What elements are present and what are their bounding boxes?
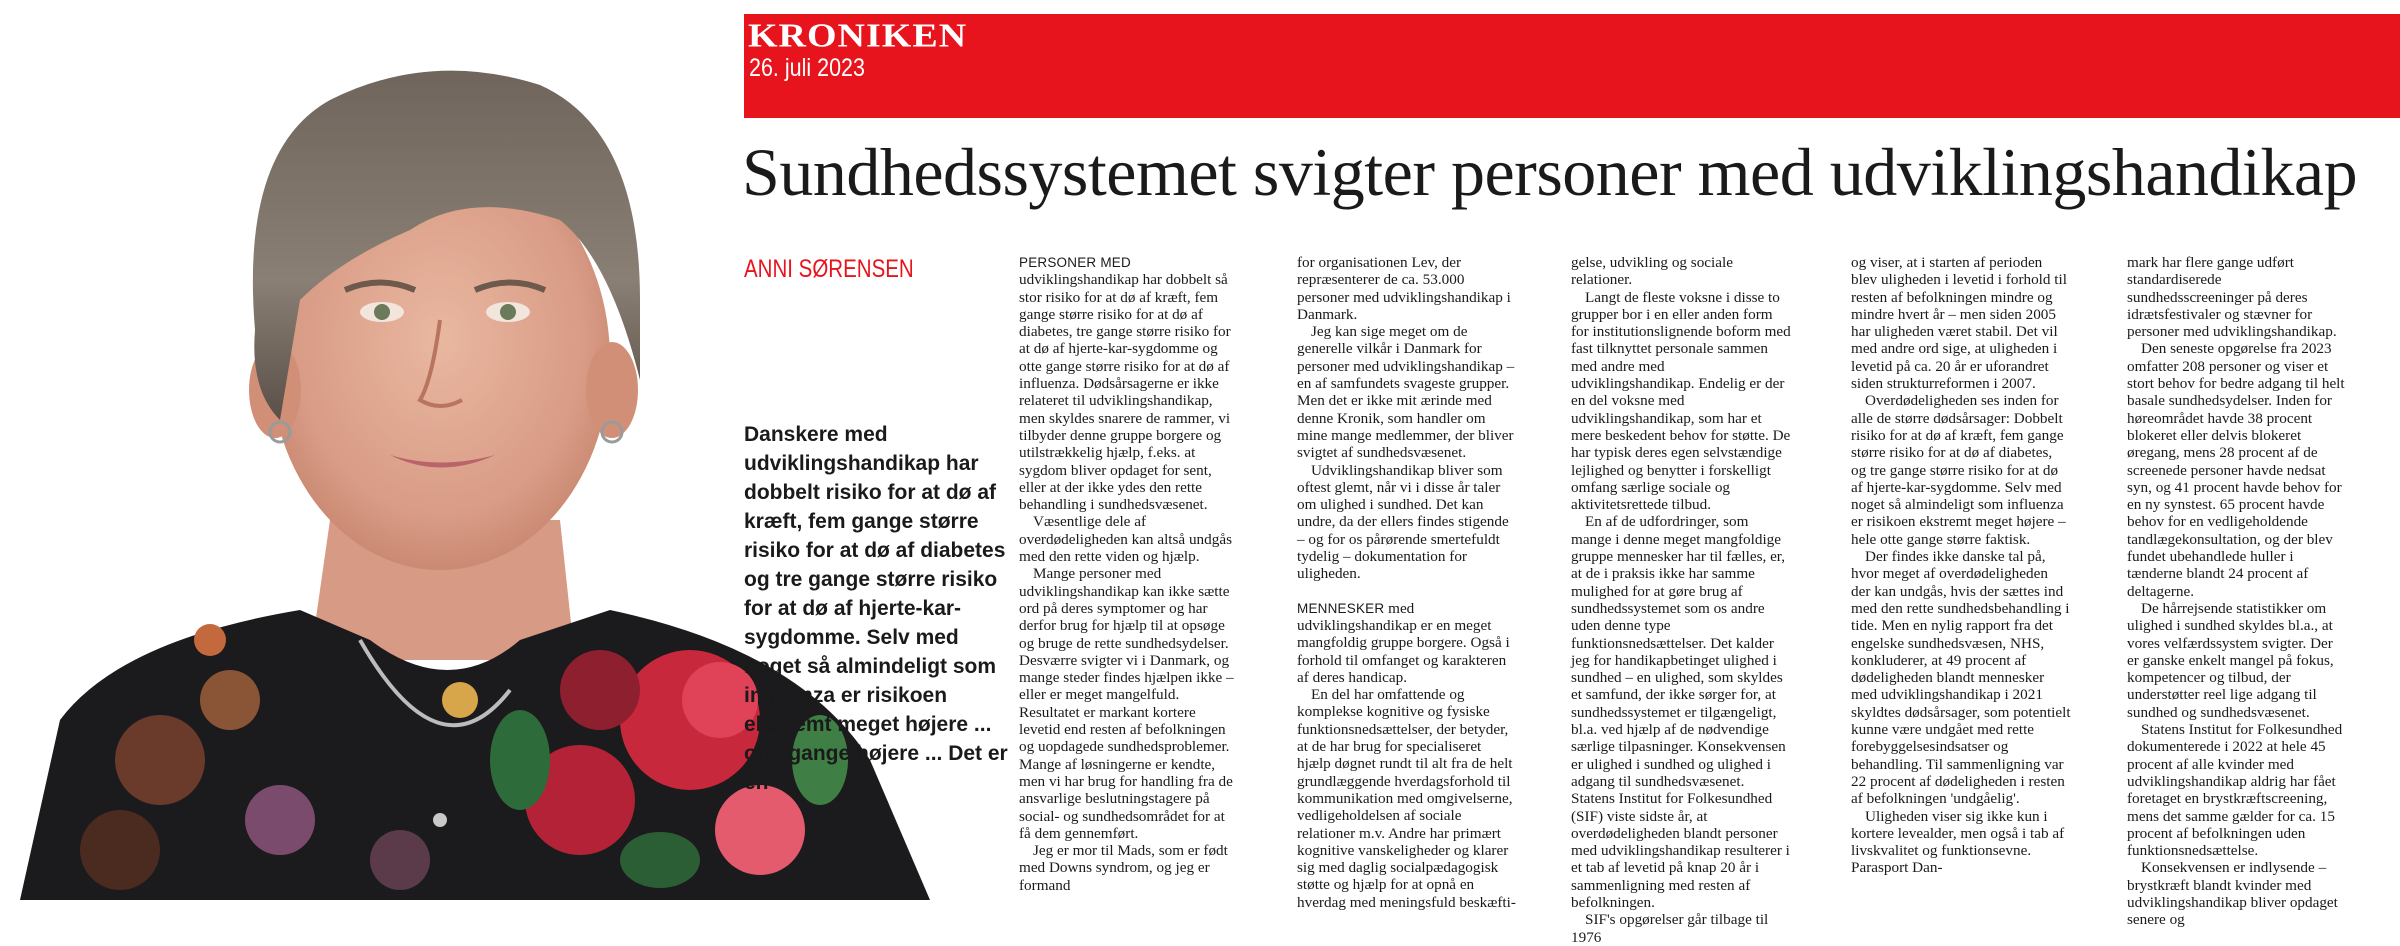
paragraph-text: Uligheden viser sig ikke kun i kortere levealder, men også i tab af livskvalitet og funktionsevne. Parasport Dan- xyxy=(1851,807,2065,877)
article-column-1 xyxy=(1019,254,1239,900)
paragraph-text: Langt de fleste voksne i disse to grupper bor i en eller anden form for institutionslignende boform med fast tilknyttet personale sammen med andre med udviklingshandikap. Endelig er der en del voksne med udviklingshandikap, som har et mere beskedent behov for støtte. De har typisk deres egen selvstændige lejlighed og benytter i forskelligt omfang særlige sociale og aktivitetsrettede tilbud. xyxy=(1571,288,1791,514)
article-column-5 xyxy=(2127,254,2347,929)
article-paragraph xyxy=(1571,513,1791,911)
paragraph-text: udviklingshandikap har dobbelt så stor risiko for at dø af kræft, fem gange større risiko for at dø af diabetes, tre gange større risiko for at dø af hjerte-kar-sygdomme og otte gange større risiko for at dø af influenza. Dødsårsagerne er ikke relateret til udviklingshandikap, men skyldes snarere de rammer, vi tilbyder denne gruppe borgere og utilstrækkelig hjælp, f.eks. at sygdom bliver opdaget for sent, eller at der ikke ydes den rette behandling i sundhedsvæsenet. xyxy=(1019,271,1231,514)
section-label: KRONIKEN xyxy=(748,16,968,55)
paragraph-text: gelse, udvikling og sociale relationer. xyxy=(1571,254,1733,289)
article-paragraph xyxy=(1851,254,2071,392)
paragraph-text: Væsentlige dele af overdødeligheden kan altså undgås med den rette viden og hjælp. xyxy=(1019,513,1232,566)
article-paragraph xyxy=(1019,254,1239,513)
article-paragraph xyxy=(1851,808,2071,877)
article-column-3 xyxy=(1571,254,1791,946)
article-paragraph xyxy=(1297,686,1517,911)
article-paragraph xyxy=(1571,254,1791,289)
article-paragraph xyxy=(2127,340,2347,599)
article-paragraph xyxy=(1019,842,1239,894)
paragraph-text: En af de udfordringer, som mange i denne meget mangfoldige gruppe mennesker har til fælles, er, at de i praksis ikke har samme mulighed for at gøre brug af sundhedssystemet som os andre uden denne type funktionsnedsættelser. Det kalder jeg for handikapbetinget ulighed i sundhed – en ulighed, som skyldes et samfund, der ikke sørger for, at sundhedssystemet er tilgængeligt, bl.a. ved hjælp af de nødvendige særlige tilpasninger. Konsekvensen er ulighed i sundhed og ulighed i adgang til sundhedsvæsenet. Statens Institut for Folkesundhed (SIF) viste sidste år, at overdødeligheden blandt personer med udviklingshandikap resulterer i et tab af levetid på knap 20 år i sammenligning med resten af befolkningen. xyxy=(1571,513,1790,911)
paragraph-caps-lead: PERSONER MED xyxy=(1019,255,1131,270)
article-paragraph xyxy=(1297,462,1517,583)
article-byline: ANNI SØRENSEN xyxy=(744,255,914,283)
paragraph-text: Den seneste opgørelse fra 2023 omfatter 208 personer og viser et stort behov for bedre adgang til helt basale sundhedsydelser. Inden for høreområdet havde 38 procent blokeret eller delvis blokeret øregang, mens 28 procent af de screenede personer havde nedsat syn, og 41 procent havde behov for en ny synstest. 65 procent havde behov for en vedligeholdende tandlægekonsultation, og der blev fundet ubehandlede huller i tænderne blandt 24 procent af deltagerne. xyxy=(2127,340,2345,600)
paragraph-text: Mange personer med udviklingshandikap kan ikke sætte ord på deres symptomer og har derfor brug for hjælp til at opsøge og bruge de rette sundhedsydelser. Desværre svigter vi i Danmark, og mange steder findes hjælpen ikke – eller er meget mangelfuld. Resultatet er markant kortere levetid end resten af befolkningen og uopdagede sundhedsproblemer. Mange af løsningerne er kendte, men vi har brug for handling fra de ansvarlige beslutningstagere på social- og sundhedsområdet for at få dem gennemført. xyxy=(1019,565,1234,842)
article-paragraph xyxy=(1297,600,1517,686)
article-lead: Danskere med udviklingshandikap har dobbelt risiko for at dø af kræft, fem gange større risiko for at dø af diabetes og tre gange større risiko for at dø af hjerte-kar-sygdomme. Selv med noget så almindeligt som influenza er risikoen ekstremt meget højere ... otte gange højere ... Det er en xyxy=(744,423,1008,794)
publication-date: 26. juli 2023 xyxy=(749,54,865,82)
paragraph-caps-lead: MENNESKER xyxy=(1297,600,1385,616)
article-paragraph xyxy=(2127,600,2347,721)
article-column-2 xyxy=(1297,254,1517,911)
paragraph-text: Jeg er mor til Mads, som er født med Downs syndrom, og jeg er formand xyxy=(1019,842,1228,894)
article-body xyxy=(1019,254,2399,946)
article-paragraph xyxy=(1851,392,2071,548)
paragraph-text: SIF's opgørelser går tilbage til 1976 xyxy=(1571,911,1769,946)
paragraph-text: De hårrejsende statistikker om ulighed i sundhed skyldes bl.a., at vores velfærdssystem svigter. Der er ganske enkelt mangel på fokus, kompetencer og tilbud, der understøtter reel lige adgang til sundhed og sundhedsvæsenet. xyxy=(2127,599,2334,721)
article-paragraph xyxy=(1851,548,2071,807)
article-column-4 xyxy=(1851,254,2071,900)
paragraph-text: mark har flere gange udført standardiserede sundhedsscreeninger på deres idrætsfestivaler og stævner for personer med udviklingshandikap. xyxy=(2127,254,2337,341)
paragraph-text: Jeg kan sige meget om de generelle vilkår i Danmark for personer med udviklingshandikap – en af samfundets svageste grupper. Men det er ikke mit ærinde med denne Kronik, som handler om mine mange medlemmer, der bliver svigtet af sundhedsvæsenet. xyxy=(1297,323,1515,462)
paragraph-text: Konsekvensen er indlysende – brystkræft blandt kvinder med udviklingshandikap bliver opdaget senere og xyxy=(2127,859,2338,929)
article-paragraph xyxy=(1019,513,1239,565)
article-paragraph xyxy=(1297,323,1517,461)
article-paragraph xyxy=(2127,859,2347,928)
paragraph-text: Statens Institut for Folkesundhed dokumenterede i 2022 at hele 45 procent af alle kvinder med udviklingshandikap aldrig har fået foretaget en brystkræftscreening, mens det samme gælder for ca. 15 procent af befolkningen uden funktionsnedsættelse. xyxy=(2127,721,2343,860)
paragraph-text: Overdødeligheden ses inden for alle de større dødsårsager: Dobbelt risiko for at dø af kræft, fem gange større risiko for at dø af diabetes, og tre gange større risiko for at dø af hjerte-kar-sygdomme. Selv med noget så almindeligt som influenza er risikoen ekstremt meget højere – hele otte gange større faktisk. xyxy=(1851,392,2066,548)
paragraph-text: og viser, at i starten af perioden blev uligheden i levetid i forhold til resten af befolkningen mindre og mindre hvert år – men siden 2005 har uligheden været stabil. Det vil med andre ord sige, at uligheden i levetid på ca. 20 år er uforandret siden strukturreformen i 2007. xyxy=(1851,254,2067,393)
article-paragraph xyxy=(2127,721,2347,859)
article-paragraph xyxy=(2127,254,2347,340)
article-paragraph xyxy=(1571,289,1791,514)
paragraph-text: En del har omfattende og komplekse kognitive og fysiske funktionsnedsættelser, der betyder, at de har brug for specialiseret hjælp døgnet rundt til alt fra de helt grundlæggende hverdagsforhold til kommunikation med omgivelserne, vedligeholdelsen af sociale relationer m.v. Andre har primært kognitive vanskeligheder og klarer sig med daglig socialpædagogisk støtte og hjælp for at opnå en hverdag med meningsfuld beskæfti- xyxy=(1297,686,1516,911)
necklace-pendant xyxy=(433,813,447,827)
article-paragraph xyxy=(1297,254,1517,323)
right-ear xyxy=(586,342,638,438)
paragraph-text: for organisationen Lev, der repræsenterer de ca. 53.000 personer med udviklingshandikap i Danmark. xyxy=(1297,254,1511,323)
paragraph-text: Der findes ikke danske tal på, hvor meget af overdødeligheden der kan undgås, hvis der sættes ind med den rette sundhedsbehandling i tide. Men en nylig rapport fra det engelske sundhedsvæsen, NHS, konkluderer, at 49 procent af dødeligheden blandt mennesker med udviklingshandikap i 2021 skyldtes dødsårsager, som potentielt kunne være undgået med rette forebyggelsesindsatser og behandling. Til sammenligning var 22 procent af dødeligheden i resten af befolkningen 'undgåelig'. xyxy=(1851,548,2071,808)
article-headline: Sundhedssystemet svigter personer med udviklingshandikap xyxy=(742,134,2358,210)
article-paragraph xyxy=(1571,911,1791,946)
paragraph-text: med udviklingshandikap er en meget mangfoldig gruppe borgere. Også i forhold til omfanget og karakteren af deres handicap. xyxy=(1297,599,1510,686)
section-banner xyxy=(744,14,2400,118)
article-paragraph xyxy=(1019,565,1239,842)
paragraph-text: Udviklingshandikap bliver som oftest glemt, når vi i disse år taler om ulighed i sundhed. Det kan undre, da der ellers findes stigende – og for os pårørende smertefuldt tydelig – dokumentation for uligheden. xyxy=(1297,461,1509,583)
